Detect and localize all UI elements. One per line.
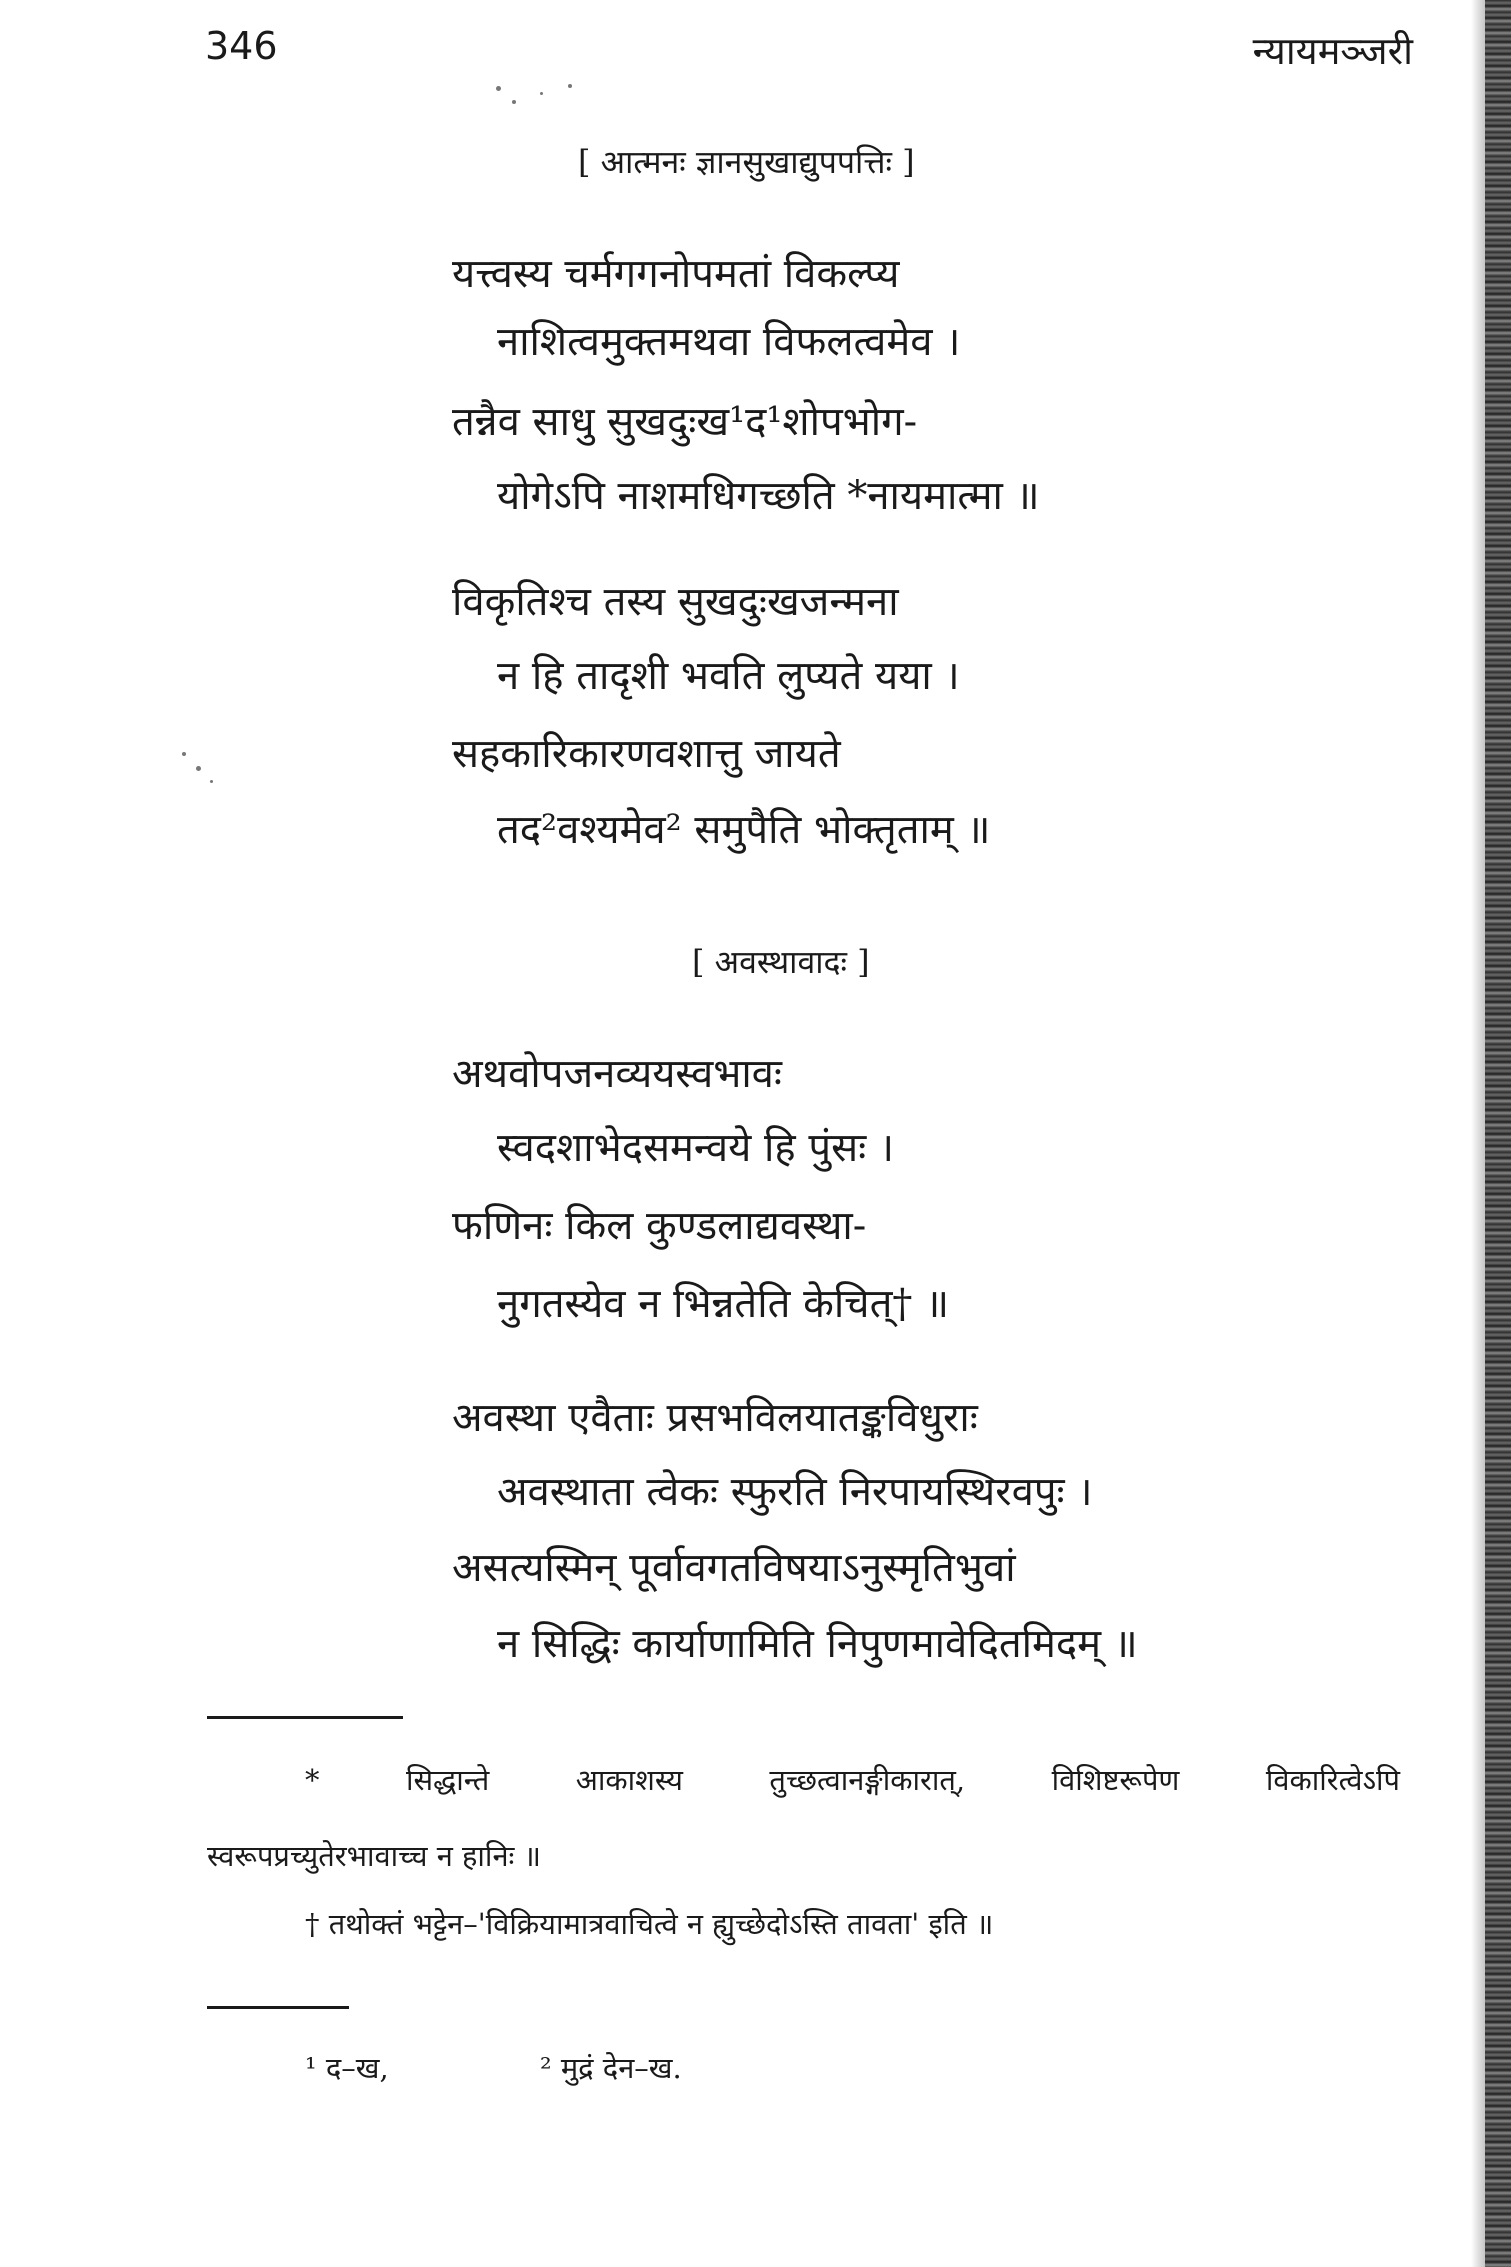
running-title: न्यायमञ्जरी [1252, 29, 1413, 73]
verse-line: नाशित्वमुक्तमथवा विफलत्वमेव । [497, 319, 961, 365]
verse-line: तन्नैव साधु सुखदुःख¹द¹शोपभोग- [452, 399, 918, 445]
verse-line: विकृतिश्च तस्य सुखदुःखजन्मना [452, 579, 899, 625]
footnote-dagger: † तथोक्तं भट्टेन–'विक्रियामात्रवाचित्वे न ह्युच्छेदोऽस्ति तावता' इति ॥ [305, 1907, 994, 1941]
variants-rule [207, 2006, 349, 2009]
verse-line: सहकारिकारणवशात्तु जायते [452, 731, 841, 777]
variant-reading: ¹ द–ख, [305, 2051, 389, 2085]
footnote-star: * सिद्धान्ते आकाशस्य तुच्छत्वानङ्गीकारात्, विशिष्टरूपेण विकारित्वेऽपि [305, 1763, 1400, 1797]
verse-line: अथवोपजनव्ययस्वभावः [452, 1051, 782, 1097]
scan-speck [196, 766, 201, 771]
section-heading: [ आत्मनः ज्ञानसुखाद्युपपत्तिः ] [578, 143, 915, 181]
variant-reading: ² मुद्रं देन–ख. [540, 2051, 682, 2085]
page-number: 346 [205, 24, 278, 68]
page-edge-fade [1471, 0, 1485, 2267]
verse-line: नुगतस्येव न भिन्नतेति केचित्† ॥ [497, 1281, 950, 1327]
page-edge-shadow [1485, 0, 1511, 2267]
verse-line: फणिनः किल कुण्डलाद्यवस्था- [452, 1203, 867, 1249]
verse-line: अवस्था एवैताः प्रसभविलयातङ्कविधुराः [452, 1395, 978, 1441]
verse-line: अवस्थाता त्वेकः स्फुरति निरपायस्थिरवपुः । [497, 1469, 1093, 1515]
scan-speck [540, 92, 543, 95]
verse-line: तद²वश्यमेव² समुपैति भोक्तृताम् ॥ [497, 807, 991, 853]
verse-line: असत्यस्मिन् पूर्वावगतविषयाऽनुस्मृतिभुवां [452, 1545, 1016, 1591]
footnote-rule [207, 1716, 403, 1719]
scan-speck [496, 86, 501, 91]
verse-line: यत्त्वस्य चर्मगगनोपमतां विकल्प्य [452, 251, 900, 297]
scan-speck [210, 780, 213, 783]
section-heading: [ अवस्थावादः ] [692, 943, 870, 981]
verse-line: न सिद्धिः कार्याणामिति निपुणमावेदितमिदम् ॥ [497, 1621, 1138, 1667]
scan-speck [182, 752, 186, 756]
scan-speck [512, 100, 516, 104]
verse-line: योगेऽपि नाशमधिगच्छति *नायमात्मा ॥ [497, 473, 1040, 519]
footnote-star-continued: स्वरूपप्रच्युतेरभावाच्च न हानिः ॥ [207, 1839, 541, 1873]
verse-line: स्वदशाभेदसमन्वये हि पुंसः । [497, 1125, 895, 1171]
verse-line: न हि तादृशी भवति लुप्यते यया । [497, 653, 960, 699]
scan-speck [568, 84, 572, 88]
